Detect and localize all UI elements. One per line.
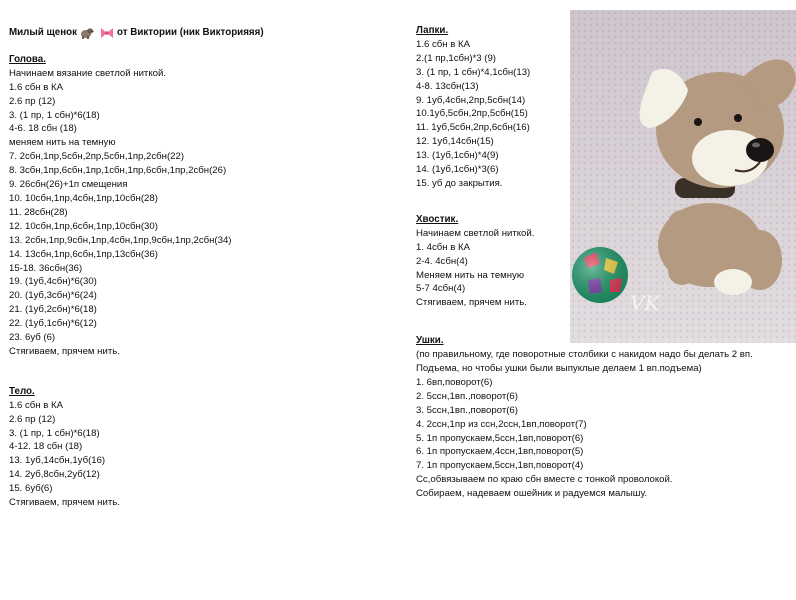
instruction-line: 1. 4сбн в КА (416, 241, 471, 253)
instruction-line: 3. (1 пр, 1 сбн)*6(18) (9, 109, 100, 121)
puppy-icon (80, 27, 94, 39)
instruction-line: 13. 2сбн,1пр,9сбн,1пр,4сбн,1пр,9сбн,1пр,2сбн(34) (9, 234, 232, 246)
photo-signature: VK (630, 291, 660, 315)
toy-ball (572, 247, 628, 303)
head-instructions (9, 67, 404, 359)
instruction-line: 14. 2уб,8сбн,2уб(12) (9, 469, 100, 481)
section-title-body: Тело. (9, 385, 35, 397)
instruction-line: 21. (1уб,2сбн)*6(18) (9, 304, 97, 316)
instruction-line: 9. 26сбн(26)+1п смещения (9, 179, 128, 191)
instruction-line: 4-6. 18 сбн (18) (9, 123, 77, 135)
instruction-line: 1. 6вп,поворот(6) (416, 376, 493, 388)
instruction-line: 2. 5ссн,1вп.,поворот(6) (416, 390, 518, 402)
section-title-head: Голова. (9, 53, 46, 65)
instruction-line: 4-12. 18 сбн (18) (9, 441, 83, 453)
instruction-line: 4-8. 13сбн(13) (416, 80, 479, 92)
instruction-line: 14. 13сбн,1пр,6сбн,1пр,13сбн(36) (9, 248, 158, 260)
instruction-line: 2.(1 пр,1сбн)*3 (9) (416, 52, 496, 64)
puppy-eye-left (694, 118, 702, 126)
section-ears (416, 334, 791, 501)
instruction-line: 1.6 сбн в КА (9, 81, 64, 93)
instruction-line: 2.6 пр (12) (9, 413, 56, 425)
instruction-line: 10. 10сбн,1пр,4сбн,1пр,10сбн(28) (9, 192, 158, 204)
instruction-line: 11. 1уб,5сбн,2пр,6сбн(16) (416, 122, 530, 134)
instruction-line: 1.6 сбн в КА (416, 38, 471, 50)
document-title (9, 26, 404, 40)
ears-instructions (416, 376, 791, 501)
instruction-line: 3. (1 пр, 1 сбн)*6(18) (9, 427, 100, 439)
puppy-eye-right (734, 114, 742, 122)
section-title-ears: Ушки. (416, 335, 444, 347)
instruction-line: Меняем нить на темную (416, 269, 525, 281)
section-title-tail: Хвостик. (416, 213, 459, 225)
instruction-line: 5-7 4сбн(4) (416, 283, 466, 295)
puppy-nose (746, 138, 774, 162)
body-instructions (9, 399, 404, 510)
instruction-line: 9. 1уб,4сбн,2пр,5сбн(14) (416, 94, 526, 106)
instruction-line: 3. 5ссн,1вп.,поворот(6) (416, 404, 518, 416)
instruction-line: 22. (1уб,1сбн)*6(12) (9, 318, 97, 330)
instruction-line: Стягиваем, прячем нить. (9, 345, 120, 357)
instruction-line: 7. 2сбн,1пр,5сбн,2пр,5сбн,1пр,2сбн(22) (9, 151, 185, 163)
instruction-line: 3. (1 пр, 1 сбн)*4,1сбн(13) (416, 66, 531, 78)
instruction-line: Сс,обвязываем по краю сбн вместе с тонкой проволокой. (416, 474, 673, 486)
instruction-line: 12. 1уб,14сбн(15) (416, 136, 494, 148)
instruction-line: Начинаем вязание светлой ниткой. (9, 67, 166, 79)
instruction-line: Начинаем светлой ниткой. (416, 227, 535, 239)
instruction-line: 12. 10сбн,1пр,6сбн,1пр,10сбн(30) (9, 220, 158, 232)
instruction-line: 23. 6уб (6) (9, 332, 56, 344)
section-head (9, 53, 404, 359)
instruction-line: меняем нить на темную (9, 137, 116, 149)
instruction-line: 15. 6уб(6) (9, 483, 53, 495)
instruction-line: 8. 3сбн,1пр,6сбн,1пр,1сбн,1пр,6сбн,1пр,2сбн(26) (9, 165, 227, 177)
puppy-paw-white (714, 269, 752, 295)
instruction-line: Стягиваем, прячем нить. (416, 297, 527, 309)
title-end: от Виктории (ник Викторияяя) (117, 27, 264, 38)
bow-icon (100, 27, 114, 39)
instruction-line: 14. (1уб,1сбн)*3(6) (416, 164, 499, 176)
puppy-front-leg-left (668, 210, 696, 285)
instruction-line: 4. 2ссн,1пр из ссн,2ссн,1вп,поворот(7) (416, 418, 587, 430)
instruction-line: 7. 1п пропускаем,5ссн,1вп,поворот(4) (416, 460, 584, 472)
instruction-line: 5. 1п пропускаем,5ссн,1вп,поворот(6) (416, 432, 584, 444)
instruction-line: 13. 1уб,14сбн,1уб(16) (9, 455, 106, 467)
puppy-photo (570, 10, 796, 343)
instruction-line: 20. (1уб,3сбн)*6(24) (9, 290, 97, 302)
instruction-line: 10.1уб,5сбн,2пр,5сбн(15) (416, 108, 528, 120)
left-column (9, 26, 404, 524)
ears-note: (по правильному, где поворотные столбики с накидом надо бы делать 2 вп. Подъема, но чтобы ушки были выпуклые делаем 1 вп.подъема) (416, 349, 753, 375)
instruction-line: 11. 28сбн(28) (9, 206, 68, 218)
instruction-line: 13. (1уб,1сбн)*4(9) (416, 150, 499, 162)
instruction-line: 15-18. 36сбн(36) (9, 262, 83, 274)
instruction-line: 6. 1п пропускаем,4ссн,1вп,поворот(5) (416, 446, 584, 458)
section-body (9, 385, 404, 510)
instruction-line: 2.6 пр (12) (9, 95, 56, 107)
instruction-line: 19. (1уб,4сбн)*6(30) (9, 276, 97, 288)
instruction-line: Собираем, надеваем ошейник и радуемся малышу. (416, 488, 647, 500)
instruction-line: Стягиваем, прячем нить. (9, 497, 120, 509)
instruction-line: 2-4. 4сбн(4) (416, 255, 468, 267)
title-start: Милый щенок (9, 27, 78, 38)
section-title-paws: Лапки. (416, 25, 449, 36)
instruction-line: 1.6 сбн в КА (9, 399, 64, 411)
puppy-illustration (570, 10, 796, 343)
instruction-line: 15. уб до закрытия. (416, 177, 503, 189)
